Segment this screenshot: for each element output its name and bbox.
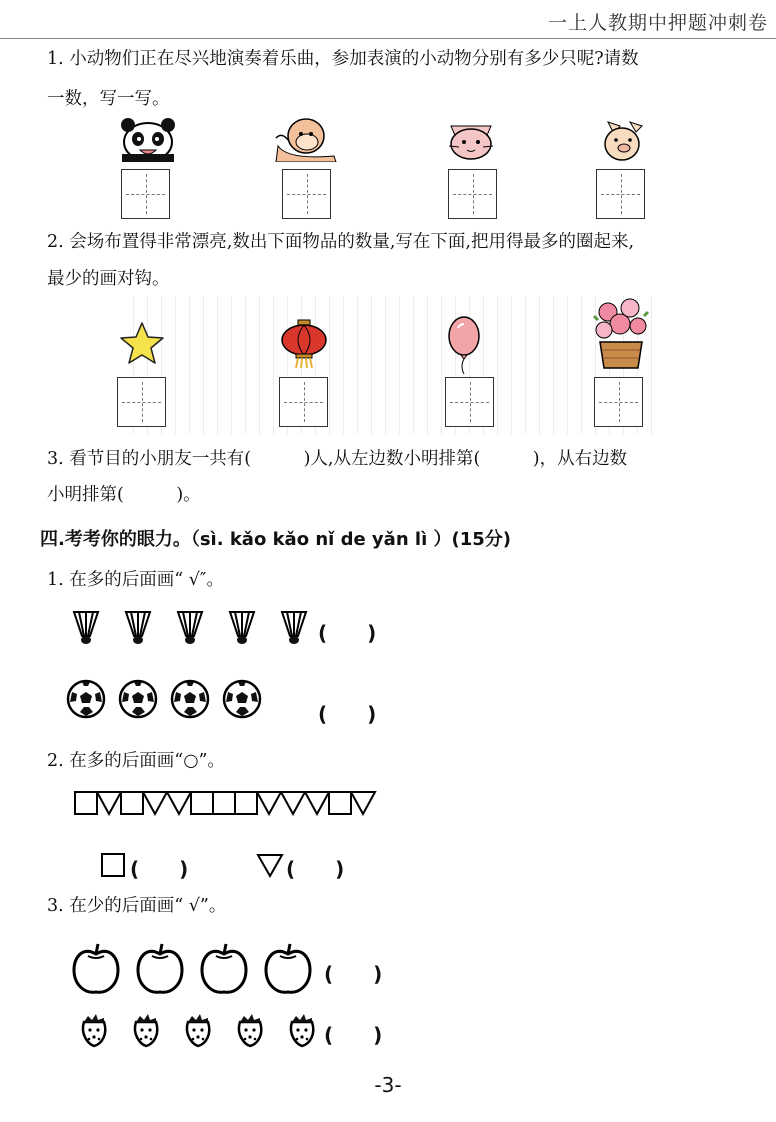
q1-text-line2: 一数，写一写。	[47, 89, 170, 109]
apple-row	[72, 942, 322, 996]
shuttlecock-row	[70, 610, 310, 646]
soccer-ball-row	[66, 678, 266, 720]
answer-paren[interactable]: ( )	[318, 621, 377, 645]
section-title: 四.考考你的眼力。（sì. kǎo kǎo nǐ de yǎn lì ）(15分)	[40, 529, 512, 550]
answer-box[interactable]	[279, 377, 328, 427]
q2-text-line1: 2. 会场布置得非常漂亮,数出下面物品的数量,写在下面,把用得最多的圈起来,	[47, 232, 635, 252]
answer-paren[interactable]: ( )	[324, 1023, 383, 1047]
answer-box[interactable]	[117, 377, 166, 427]
header-title: 一上人教期中押题冲刺卷	[547, 12, 768, 34]
page-header	[0, 0, 776, 39]
q3-text-line1: 3. 看节目的小朋友一共有( )人,从左边数小明排第( )，从右边数	[47, 449, 628, 469]
pig-icon	[600, 116, 646, 162]
answer-paren[interactable]: ( )	[286, 857, 345, 881]
balloon-icon	[444, 314, 484, 374]
panda-icon	[118, 116, 178, 162]
answer-box[interactable]	[282, 169, 331, 219]
monkey-icon	[274, 116, 340, 162]
answer-paren[interactable]: ( )	[130, 857, 189, 881]
page-number: -3-	[374, 1073, 402, 1097]
answer-box[interactable]	[448, 169, 497, 219]
decorative-background	[120, 296, 660, 434]
strawberry-row	[78, 1012, 318, 1048]
answer-box[interactable]	[594, 377, 643, 427]
flower-basket-icon	[592, 298, 650, 370]
answer-box[interactable]	[121, 169, 170, 219]
q1-text-line1: 1. 小动物们正在尽兴地演奏着乐曲，参加表演的小动物分别有多少只呢?请数	[47, 49, 639, 69]
part1-instruction: 1. 在多的后面画“ √″。	[47, 570, 224, 590]
star-icon	[118, 320, 166, 366]
q2-text-line2: 最少的画对钩。	[47, 269, 170, 289]
answer-paren[interactable]: ( )	[324, 962, 383, 986]
square-icon	[100, 852, 126, 878]
answer-paren[interactable]: ( )	[318, 702, 377, 726]
answer-box[interactable]	[596, 169, 645, 219]
triangle-icon	[256, 852, 284, 878]
answer-box[interactable]	[445, 377, 494, 427]
q3-text-line2: 小明排第( )。	[47, 485, 201, 505]
cat-icon	[443, 116, 499, 162]
part2-instruction: 2. 在多的后面画“○”。	[47, 751, 225, 771]
lantern-icon	[278, 318, 330, 370]
shape-sequence	[74, 790, 392, 816]
part3-instruction: 3. 在少的后面画“ √”。	[47, 896, 227, 916]
